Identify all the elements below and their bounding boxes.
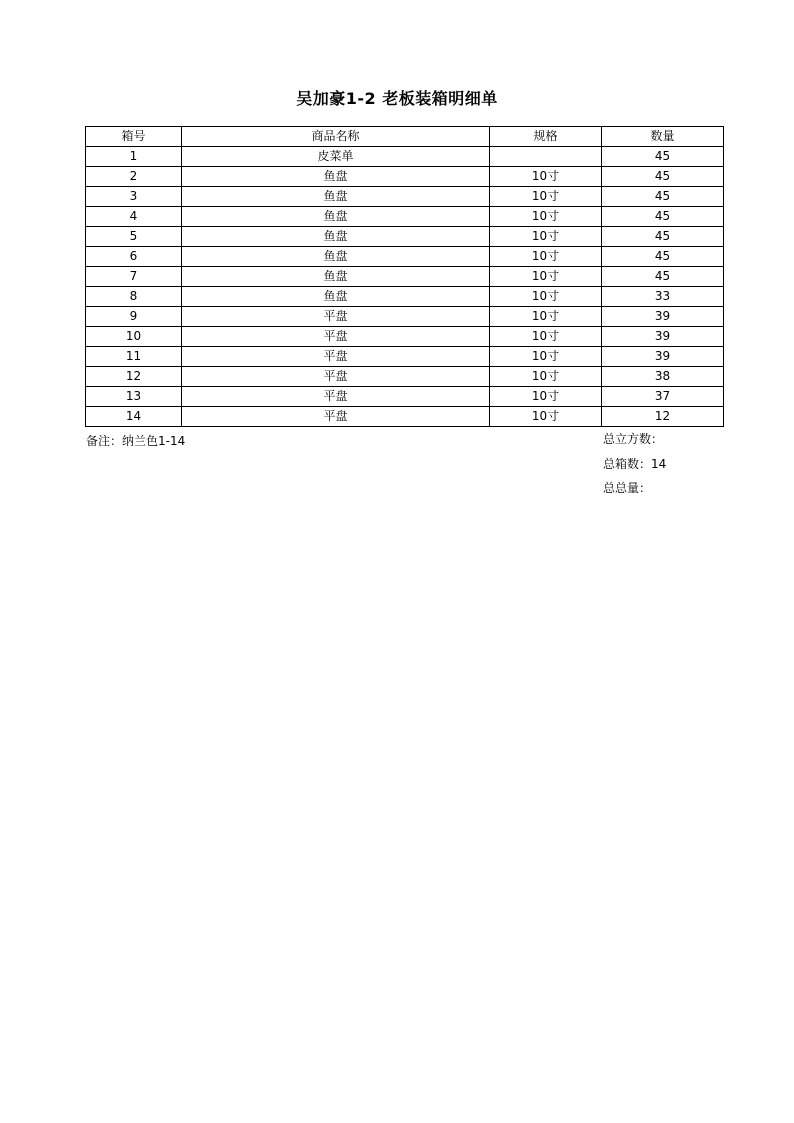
header-product-name: 商品名称 bbox=[182, 127, 490, 147]
cell-box-no: 5 bbox=[86, 227, 182, 247]
table-row bbox=[86, 347, 724, 367]
cell-spec: 10寸 bbox=[490, 187, 602, 207]
packing-list-table bbox=[85, 126, 724, 427]
cell-product-name: 鱼盘 bbox=[182, 227, 490, 247]
cell-box-no: 13 bbox=[86, 387, 182, 407]
cell-quantity: 45 bbox=[602, 227, 724, 247]
cell-box-no: 10 bbox=[86, 327, 182, 347]
cell-product-name: 平盘 bbox=[182, 327, 490, 347]
cell-quantity: 45 bbox=[602, 207, 724, 227]
cell-spec bbox=[490, 147, 602, 167]
cell-quantity: 39 bbox=[602, 347, 724, 367]
cell-product-name: 平盘 bbox=[182, 367, 490, 387]
cell-product-name: 平盘 bbox=[182, 407, 490, 427]
table-row bbox=[86, 207, 724, 227]
table-row bbox=[86, 387, 724, 407]
table-row bbox=[86, 327, 724, 347]
cell-product-name: 平盘 bbox=[182, 347, 490, 367]
table-row bbox=[86, 187, 724, 207]
cell-spec: 10寸 bbox=[490, 167, 602, 187]
cell-quantity: 12 bbox=[602, 407, 724, 427]
remark-note: 备注：纳兰色1-14 bbox=[86, 434, 186, 448]
total-boxes-label: 总箱数：14 bbox=[603, 457, 667, 471]
cell-box-no: 6 bbox=[86, 247, 182, 267]
total-cbm-label: 总立方数： bbox=[603, 432, 664, 446]
cell-box-no: 8 bbox=[86, 287, 182, 307]
cell-box-no: 1 bbox=[86, 147, 182, 167]
cell-quantity: 45 bbox=[602, 267, 724, 287]
header-box-no: 箱号 bbox=[86, 127, 182, 147]
table-header-row bbox=[86, 127, 724, 147]
table-row bbox=[86, 367, 724, 387]
cell-product-name: 鱼盘 bbox=[182, 167, 490, 187]
cell-product-name: 鱼盘 bbox=[182, 267, 490, 287]
cell-quantity: 38 bbox=[602, 367, 724, 387]
cell-spec: 10寸 bbox=[490, 407, 602, 427]
cell-spec: 10寸 bbox=[490, 227, 602, 247]
cell-spec: 10寸 bbox=[490, 207, 602, 227]
cell-box-no: 4 bbox=[86, 207, 182, 227]
table-row bbox=[86, 307, 724, 327]
page-title: 吴加豪1-2 老板装箱明细单 bbox=[296, 89, 498, 108]
cell-spec: 10寸 bbox=[490, 347, 602, 367]
cell-quantity: 39 bbox=[602, 327, 724, 347]
table-row bbox=[86, 167, 724, 187]
cell-box-no: 12 bbox=[86, 367, 182, 387]
cell-quantity: 45 bbox=[602, 167, 724, 187]
cell-spec: 10寸 bbox=[490, 267, 602, 287]
cell-product-name: 鱼盘 bbox=[182, 187, 490, 207]
total-weight-label: 总总量： bbox=[603, 481, 652, 495]
cell-product-name: 鱼盘 bbox=[182, 247, 490, 267]
table-row bbox=[86, 227, 724, 247]
cell-spec: 10寸 bbox=[490, 327, 602, 347]
table-row bbox=[86, 267, 724, 287]
cell-quantity: 33 bbox=[602, 287, 724, 307]
cell-box-no: 9 bbox=[86, 307, 182, 327]
cell-box-no: 3 bbox=[86, 187, 182, 207]
cell-product-name: 鱼盘 bbox=[182, 287, 490, 307]
cell-product-name: 平盘 bbox=[182, 387, 490, 407]
cell-product-name: 平盘 bbox=[182, 307, 490, 327]
header-spec: 规格 bbox=[490, 127, 602, 147]
cell-quantity: 45 bbox=[602, 187, 724, 207]
table-row bbox=[86, 147, 724, 167]
cell-quantity: 39 bbox=[602, 307, 724, 327]
cell-spec: 10寸 bbox=[490, 387, 602, 407]
cell-box-no: 2 bbox=[86, 167, 182, 187]
cell-product-name: 皮菜单 bbox=[182, 147, 490, 167]
header-quantity: 数量 bbox=[602, 127, 724, 147]
cell-spec: 10寸 bbox=[490, 367, 602, 387]
cell-product-name: 鱼盘 bbox=[182, 207, 490, 227]
cell-spec: 10寸 bbox=[490, 287, 602, 307]
cell-quantity: 37 bbox=[602, 387, 724, 407]
cell-box-no: 11 bbox=[86, 347, 182, 367]
cell-box-no: 14 bbox=[86, 407, 182, 427]
cell-spec: 10寸 bbox=[490, 247, 602, 267]
cell-spec: 10寸 bbox=[490, 307, 602, 327]
table-row bbox=[86, 407, 724, 427]
cell-box-no: 7 bbox=[86, 267, 182, 287]
cell-quantity: 45 bbox=[602, 247, 724, 267]
table-row bbox=[86, 287, 724, 307]
table-row bbox=[86, 247, 724, 267]
cell-quantity: 45 bbox=[602, 147, 724, 167]
